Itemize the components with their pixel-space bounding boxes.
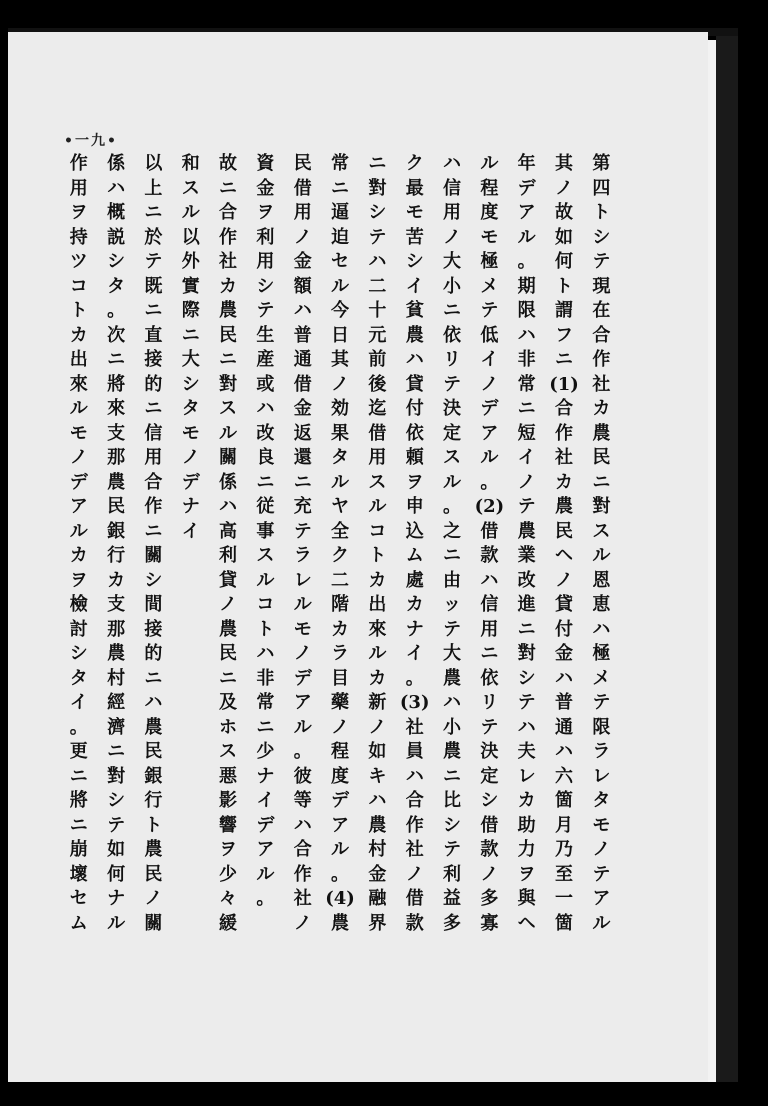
text-column: 和 ス ル 以 外 實 際 ニ 大 シ タ モ ノ デ ナ イ	[181, 153, 200, 542]
text-column: 民 借 用 ノ 金 額 ハ 普 通 借 金 返 還 ニ 充 テ ラ レ ル モ ノ デ ア ル 。 彼 等 ハ 合 作 社 ノ	[293, 153, 312, 934]
text-column: 以 上 ニ 於 テ 既 ニ 直 接 的 ニ 信 用 合 作 ニ 關 シ 間 接 的 ニ ハ 農 民 銀 行 ト 農 民 ノ 關	[144, 153, 163, 934]
text-column: ニ 對 シ テ ハ 二 十 元 前 後 迄 借 用 ス ル コ ト カ 出 來 ル カ 新 ノ 如 キ ハ 農 村 金 融 界	[368, 153, 387, 934]
text-column: 作 用 ヲ 持 ツ コ ト カ 出 來 ル モ ノ デ ア ル カ ヲ 檢 討 シ タ イ 。 更 ニ 將 ニ 崩 壞 セ ム	[69, 153, 88, 934]
page-number: •一九•	[64, 133, 118, 149]
text-column: 第 四 ト シ テ 現 在 合 作 社 カ 農 民 ニ 對 ス ル 恩 恵 ハ 極 メ テ 限 ラ レ タ モ ノ テ ア ル	[592, 153, 611, 934]
vertical-body-text	[60, 152, 620, 1052]
text-column: ク 最 モ 苦 シ イ 貧 農 ハ 貸 付 依 頼 ヲ 申 込 ム 處 カ ナ イ 。 (3) 社 員 ハ 合 作 社 ノ 借 款	[399, 153, 430, 934]
text-column: ル 程 度 モ 極 メ テ 低 イ ノ デ ア ル 。 (2) 借 款 ハ 信 用 ニ 依 リ テ 決 定 シ 借 款 ノ 多 寡	[474, 153, 505, 934]
page-right-edge	[716, 36, 738, 1082]
text-column: 其 ノ 故 如 何 ト 謂 フ ニ (1) 合 作 社 カ 農 民 ヘ ノ 貸 付 金 ハ 普 通 ハ 六 箇 月 乃 至 一 箇	[549, 153, 579, 934]
text-column: ハ 信 用 ノ 大 小 ニ 依 リ テ 決 定 ス ル 。 之 ニ 由 ッ テ 大 農 ハ 小 農 ニ 比 シ テ 利 益 多	[443, 153, 462, 934]
text-column: 資 金 ヲ 利 用 シ テ 生 産 或 ハ 改 良 ニ 従 事 ス ル コ ト ハ 非 常 ニ 少 ナ イ デ ア ル 。	[256, 153, 275, 909]
text-column: 係 ハ 概 説 シ タ 。 次 ニ 將 來 支 那 農 民 銀 行 カ 支 那 農 村 經 濟 ニ 對 シ テ 如 何 ナ ル	[107, 153, 126, 934]
text-column: 故 ニ 合 作 社 カ 農 民 ニ 對 ス ル 關 係 ハ 高 利 貸 ノ 農 民 ニ 及 ホ ス 悪 影 響 ヲ 少 々 緩	[219, 153, 238, 934]
text-column: 年 デ ア ル 。 期 限 ハ 非 常 ニ 短 イ ノ テ 農 業 改 進 ニ 對 シ テ ハ 夫 レ カ 助 力 ヲ 與 ヘ	[517, 153, 536, 934]
text-column: 常 ニ 逼 迫 セ ル 今 日 其 ノ 効 果 タ ル ヤ 全 ク 二 階 カ ラ 目 藥 ノ 程 度 デ ア ル 。 (4) 農	[325, 153, 355, 934]
